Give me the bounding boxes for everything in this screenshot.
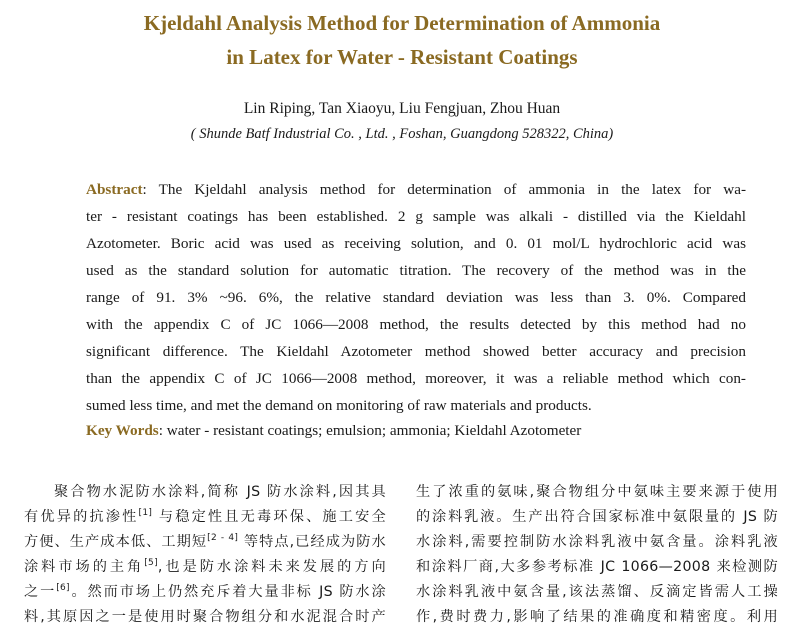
abstract-line: used as the standard solution for automatic titration. The recovery of the method was in the (86, 262, 746, 279)
body-line: 有优异的抗渗性[1] 与稳定性且无毒环保、施工安全 (24, 508, 386, 525)
body-column-right (416, 480, 778, 630)
body-line: 的涂料乳液。生产出符合国家标准中氨限量的 JS 防 (416, 509, 778, 525)
body-line: 生了浓重的氨味,聚合物组分中氨味主要来源于使用 (416, 484, 778, 500)
body-line: 水涂料乳液中氨含量,该法蒸馏、反滴定皆需人工操 (416, 584, 778, 600)
abstract-text: : The Kjeldahl analysis method for determination of ammonia in the latex for wa- (142, 181, 746, 198)
body-line: 和涂料厂商,大多参考标准 JC 1066—2008 来检测防 (416, 559, 778, 575)
body-line: 之一[6]。然而市场上仍然充斥着大量非标 JS 防水涂 (24, 583, 387, 600)
body-line: 涂料市场的主角[5],也是防水涂料未来发展的方向 (24, 558, 386, 575)
abstract-label: Abstract (86, 181, 143, 198)
abstract (86, 176, 746, 419)
affiliation: ( Shunde Batf Industrial Co. , Ltd. , Foshan, Guangdong 528322, China) (190, 126, 614, 142)
keywords-text: : water - resistant coatings; emulsion; ammonia; Kieldahl Azotometer (158, 422, 582, 439)
keywords-label: Key Words (86, 422, 159, 439)
body-line: 水涂料,需要控制防水涂料乳液中氨含量。涂料乳液 (416, 534, 778, 550)
paper-title-line2: in Latex for Water - Resistant Coatings (226, 45, 578, 69)
paper-title-line1: Kjeldahl Analysis Method for Determination of Ammonia (143, 11, 661, 35)
abstract-line: than the appendix C of JC 1066—2008 method, moreover, it was a reliable method which con- (86, 370, 746, 387)
body-line: 聚合物水泥防水涂料,简称 JS 防水涂料,因其具 (54, 484, 386, 500)
body-column-left (24, 480, 386, 630)
abstract-line: Azotometer. Boric acid was used as receiving solution, and 0. 01 mol/L hydrochloric acid was (86, 235, 746, 252)
citation: [1] (138, 508, 153, 518)
authors: Lin Riping, Tan Xiaoyu, Liu Fengjuan, Zhou Huan (243, 100, 561, 117)
abstract-line: ter - resistant coatings has been established. 2 g sample was alkali - distilled via the Kieldahl (86, 208, 746, 225)
abstract-line (86, 176, 746, 203)
abstract-line: range of 91. 3% ~96. 6%, the relative standard deviation was less than 3. 0%. Compared (86, 289, 746, 306)
abstract-line: with the appendix C of JC 1066—2008 method, the results detected by this method had no (86, 316, 746, 333)
body-line: 方便、生产成本低、工期短[2 - 4] 等特点,已经成为防水 (24, 533, 386, 550)
citation: [5] (144, 558, 158, 568)
citation: [2 - 4] (207, 533, 239, 543)
abstract-line: significant difference. The Kieldahl Azotometer method showed better accuracy and precision (86, 343, 746, 360)
citation: [6] (56, 583, 70, 593)
abstract-line: sumed less time, and met the demand on monitoring of raw materials and products. (86, 397, 592, 414)
body-line: 料,其原因之一是使用时聚合物组分和水泥混合时产 (24, 609, 386, 625)
body-line: 作,费时费力,影响了结果的准确度和精密度。利用 (416, 609, 778, 625)
keywords (86, 422, 581, 440)
